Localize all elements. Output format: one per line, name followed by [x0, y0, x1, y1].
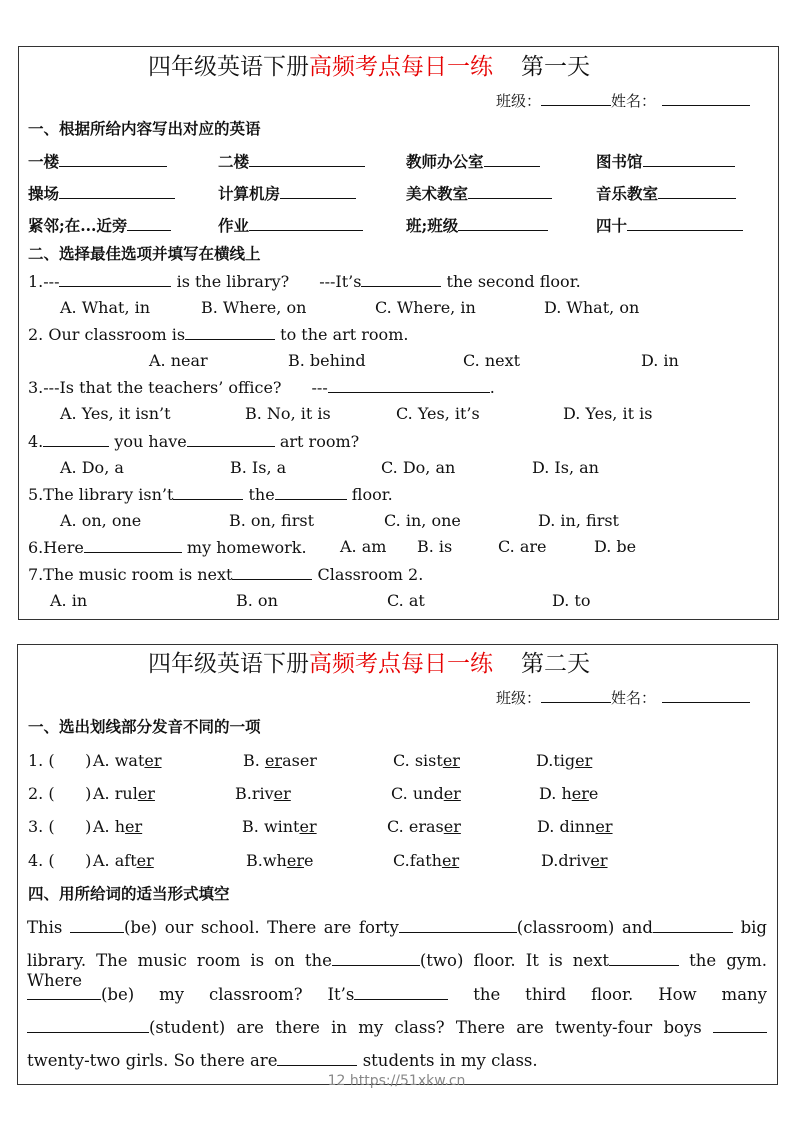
paragraph-line-4: (student) are there in my class? There are twenty-four boys [27, 1017, 767, 1038]
answer-blank[interactable] [232, 564, 312, 580]
pron-option[interactable]: A. her [93, 817, 143, 836]
answer-blank[interactable] [658, 183, 736, 199]
option[interactable]: B. is [417, 537, 453, 556]
title-day: 第二天 [521, 651, 590, 677]
word-item: 音乐教室 [596, 183, 736, 204]
answer-blank[interactable] [458, 215, 548, 231]
day1-section2-heading: 二、选择最佳选项并填写在横线上 [28, 244, 261, 263]
option[interactable]: A. What, in [60, 298, 151, 317]
day1-title [148, 52, 590, 82]
class-blank[interactable] [541, 687, 611, 703]
pron-option[interactable]: D. here [539, 784, 599, 803]
pron-option[interactable]: C. under [391, 784, 461, 803]
word-item: 教师办公室 [406, 151, 540, 172]
day2-student-info [496, 687, 750, 708]
word-item: 图书馆 [596, 151, 735, 172]
option[interactable]: A. Do, a [60, 458, 124, 477]
question-3: 3.---Is that the teachers’ office? --- . [28, 378, 495, 397]
answer-blank[interactable] [643, 151, 735, 167]
pron-option[interactable]: C. eraser [387, 817, 461, 836]
answer-blank[interactable] [275, 484, 347, 500]
answer-blank[interactable] [399, 917, 517, 933]
paragraph-line-1: This (be) our school. There are forty (classroom) and big [27, 918, 767, 937]
title-black: 四年级英语下册 [148, 54, 309, 80]
answer-blank[interactable] [332, 950, 420, 966]
question-2: 2. Our classroom is to the art room. [28, 325, 409, 344]
answer-blank[interactable] [328, 377, 490, 393]
option[interactable]: D. in [641, 351, 679, 370]
class-label: 班级： [496, 92, 542, 110]
option[interactable]: A. in [50, 591, 88, 610]
pron-option[interactable]: A. water [93, 751, 162, 770]
answer-blank[interactable] [354, 984, 448, 1000]
option[interactable]: B. Where, on [201, 298, 307, 317]
option[interactable]: B. on [236, 591, 278, 610]
word-item: 二楼 [218, 151, 365, 172]
answer-blank[interactable] [59, 151, 167, 167]
word-item: 操场 [28, 183, 175, 204]
answer-blank[interactable] [627, 215, 743, 231]
page-footer: 12 https://51xkw.cn [327, 1073, 466, 1089]
option[interactable]: D. Is, an [532, 458, 599, 477]
option[interactable]: D. in, first [538, 511, 619, 530]
pron-option[interactable]: A. after [93, 851, 154, 870]
pron-row-2: 2. ( ) [28, 784, 92, 803]
pron-row-1: 1. ( ) [28, 751, 92, 770]
answer-blank[interactable] [173, 484, 243, 500]
option[interactable]: A. Yes, it isn’t [60, 404, 171, 423]
option[interactable]: D. Yes, it is [563, 404, 653, 423]
day2-section4-heading: 四、用所给词的适当形式填空 [28, 884, 230, 903]
pron-row-3: 3. ( ) [28, 817, 92, 836]
option[interactable]: A. am [340, 537, 387, 556]
answer-blank[interactable] [484, 151, 540, 167]
word-item: 美术教室 [406, 183, 552, 204]
answer-blank[interactable] [27, 984, 101, 1000]
question-6: 6.Here my homework. [28, 538, 307, 557]
pron-option[interactable]: B. winter [242, 817, 317, 836]
question-5: 5.The library isn’t the floor. [28, 485, 393, 504]
answer-blank[interactable] [43, 431, 109, 447]
option[interactable]: C. Where, in [375, 298, 476, 317]
option[interactable]: C. at [387, 591, 425, 610]
option[interactable]: D. be [594, 537, 637, 556]
name-blank[interactable] [662, 687, 750, 703]
pron-option[interactable]: C.father [393, 851, 460, 870]
paragraph-line-2: library. The music room is on the (two) floor. It is next the gym. Where [27, 951, 767, 990]
option[interactable]: D. to [552, 591, 591, 610]
title-day: 第一天 [521, 54, 590, 80]
answer-blank[interactable] [249, 215, 363, 231]
pron-option[interactable]: D.driver [541, 851, 608, 870]
word-item: 班;班级 [406, 215, 548, 236]
name-label: 姓名： [611, 689, 657, 707]
question-7: 7.The music room is next Classroom 2. [28, 565, 424, 584]
pron-option[interactable]: A. ruler [93, 784, 155, 803]
option[interactable]: C. Do, an [381, 458, 456, 477]
option[interactable]: A. on, one [60, 511, 142, 530]
class-label: 班级： [496, 689, 542, 707]
answer-blank[interactable] [27, 1017, 149, 1033]
answer-blank[interactable] [713, 1017, 767, 1033]
title-red: 高频考点每日一练 [309, 54, 493, 80]
paragraph-line-5: twenty-two girls. So there are students in my class. [27, 1051, 538, 1070]
pron-row-4: 4. ( ) [28, 851, 92, 870]
answer-blank[interactable] [468, 183, 552, 199]
word-item: 四十 [596, 215, 743, 236]
question-1: 1.--- is the library? ---It’s the second floor. [28, 272, 581, 291]
pron-option[interactable]: B.river [235, 784, 291, 803]
option[interactable]: B. No, it is [245, 404, 331, 423]
answer-blank[interactable] [249, 151, 365, 167]
day1-section1-heading: 一、根据所给内容写出对应的英语 [28, 119, 261, 138]
word-item: 计算机房 [218, 183, 356, 204]
class-blank[interactable] [541, 90, 611, 106]
pron-option[interactable]: D. dinner [537, 817, 613, 836]
answer-blank[interactable] [277, 1050, 357, 1066]
name-blank[interactable] [662, 90, 750, 106]
question-4: 4. you have art room? [28, 432, 360, 451]
paragraph-line-3: (be) my classroom? It’s the third floor. How many [27, 984, 767, 1005]
answer-blank[interactable] [59, 183, 175, 199]
day1-student-info [496, 90, 750, 111]
answer-blank[interactable] [127, 215, 171, 231]
answer-blank[interactable] [84, 537, 182, 553]
option[interactable]: D. What, on [544, 298, 640, 317]
answer-blank[interactable] [361, 271, 441, 287]
word-item: 紧邻;在...近旁 [28, 215, 171, 236]
option[interactable]: B. Is, a [230, 458, 287, 477]
title-red: 高频考点每日一练 [309, 651, 493, 677]
title-black: 四年级英语下册 [148, 651, 309, 677]
answer-blank[interactable] [185, 324, 275, 340]
option[interactable]: C. are [498, 537, 547, 556]
answer-blank[interactable] [280, 183, 356, 199]
answer-blank[interactable] [59, 271, 171, 287]
word-item: 作业 [218, 215, 363, 236]
answer-blank[interactable] [609, 950, 679, 966]
pron-option[interactable]: C. sister [393, 751, 460, 770]
word-item: 一楼 [28, 151, 167, 172]
option[interactable]: C. Yes, it’s [396, 404, 480, 423]
option[interactable]: C. in, one [384, 511, 461, 530]
option[interactable]: B. behind [288, 351, 366, 370]
option[interactable]: C. next [463, 351, 521, 370]
name-label: 姓名： [611, 92, 657, 110]
option[interactable]: A. near [149, 351, 208, 370]
pron-option[interactable]: D.tiger [536, 751, 593, 770]
answer-blank[interactable] [653, 917, 733, 933]
pron-option[interactable]: B. eraser [243, 751, 317, 770]
day2-section1-heading: 一、选出划线部分发音不同的一项 [28, 717, 261, 736]
answer-blank[interactable] [187, 431, 275, 447]
pron-option[interactable]: B.where [246, 851, 314, 870]
day2-title [148, 649, 590, 679]
answer-blank[interactable] [70, 917, 124, 933]
option[interactable]: B. on, first [229, 511, 314, 530]
